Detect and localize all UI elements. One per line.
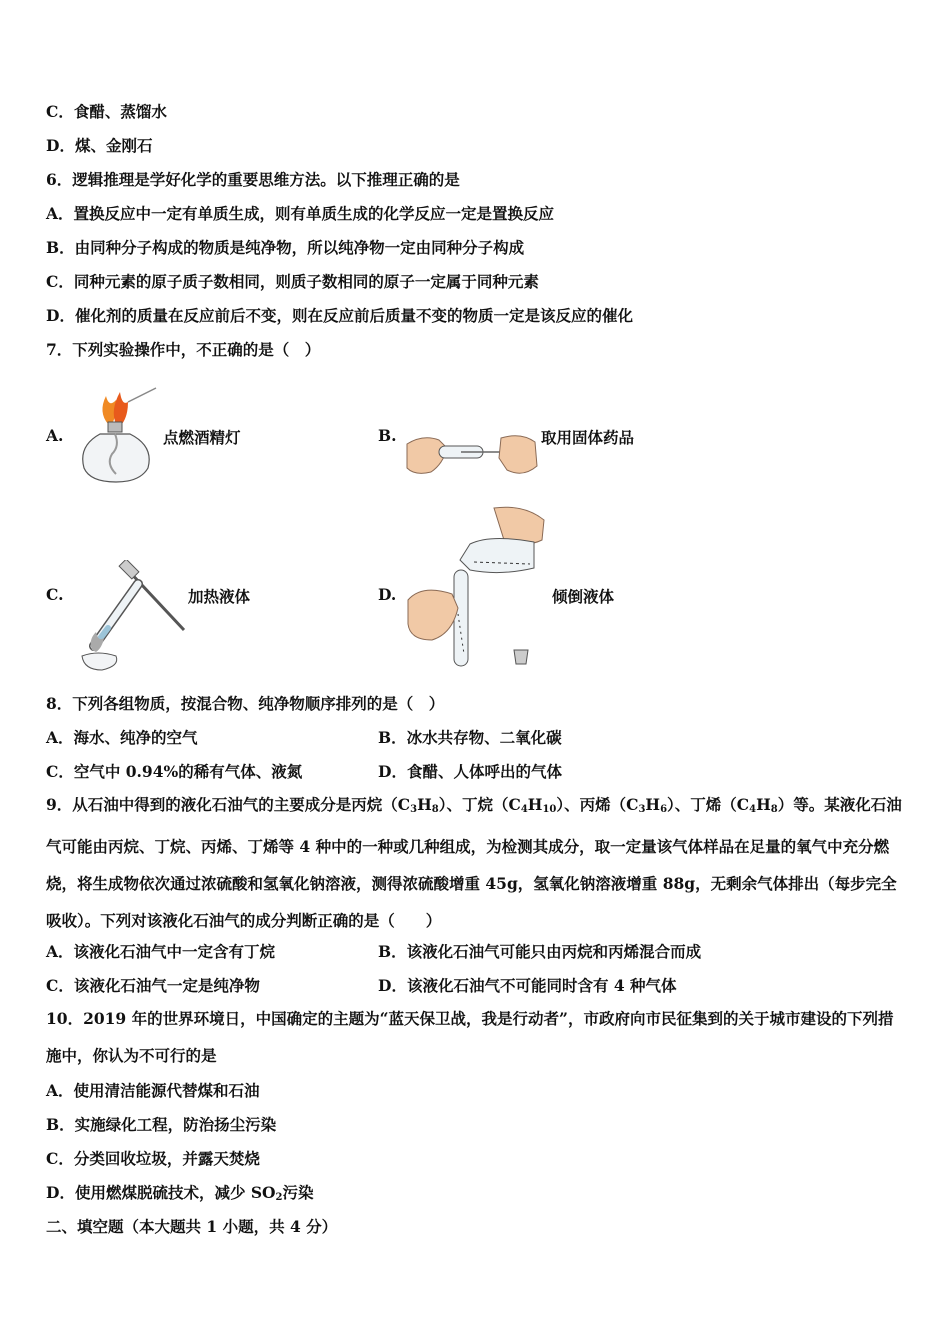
q8-stem: 8．下列各组物质，按混合物、纯净物顺序排列的是（ ） <box>46 694 445 713</box>
q7-c-caption: 加热液体 <box>188 587 251 606</box>
q6-option-b: B．由同种分子构成的物质是纯净物，所以纯净物一定由同种分子构成 <box>46 238 525 257</box>
section-heading: 二、填空题（本大题共 1 小题，共 4 分） <box>46 1217 338 1236</box>
test-tube-solid-sampling-icon <box>403 428 539 484</box>
q6-option-c: C．同种元素的原子质子数相同，则质子数相同的原子一定属于同种元素 <box>46 272 539 291</box>
q6-option-d: D．催化剂的质量在反应前后不变，则在反应前后质量不变的物质一定是该反应的催化 <box>46 306 633 325</box>
q5-option-c: C．食醋、蒸馏水 <box>46 102 167 121</box>
q7-b-caption: 取用固体药品 <box>541 428 635 447</box>
q10-option-a: A．使用清洁能源代替煤和石油 <box>46 1081 260 1100</box>
heating-liquid-icon <box>76 560 186 672</box>
q6-option-a: A．置换反应中一定有单质生成，则有单质生成的化学反应一定是置换反应 <box>46 204 555 223</box>
q10-stem: 10．2019 年的世界环境日，中国确定的主题为“蓝天保卫战，我是行动者”，市政府向市民征集到的关于城市建设的下列措施中，你认为不可行的是 <box>46 1009 894 1065</box>
q9-option-c: C．该液化石油气一定是纯净物 <box>46 976 260 995</box>
q10-option-d: D．使用燃煤脱硫技术，减少 $SO_2$污染 <box>46 1183 314 1203</box>
q7-stem: 7．下列实验操作中，不正确的是（ ） <box>46 340 321 359</box>
q8-option-b: B．冰水共存物、二氧化碳 <box>378 728 562 747</box>
q7-c-letter: C. <box>46 585 64 604</box>
q7-d-caption: 倾倒液体 <box>552 587 615 606</box>
q10-option-b: B．实施绿化工程，防治扬尘污染 <box>46 1115 277 1134</box>
q10-option-c: C．分类回收垃圾，并露天焚烧 <box>46 1149 260 1168</box>
q9-stem: 9．从石油中得到的液化石油气的主要成分是丙烷$(C_3H_8)$、丁烷$(C_4H_{10})$、丙烯$(C_3H_6)$、丁烯$(C_4H_8)$等。某液化石油气可能由丙烷、丁烷、丙烯、丁烯等 4 种中的一种或几种组成，为检测其成分，取一定量该气体样品在足量的氧气中充分燃烧，将生成物依次通过浓硫酸和氢氧化钠溶液，测得浓硫酸增重 45g，氢氧化钠溶液增重 88g，无剩余气体排出（每步完全吸收）。下列对该液化石油气的成分判断正确的是（ ） <box>46 795 902 930</box>
q6-stem: 6．逻辑推理是学好化学的重要思维方法。以下推理正确的是 <box>46 170 460 189</box>
q5-option-d: D．煤、金刚石 <box>46 136 153 155</box>
q9-option-a: A．该液化石油气中一定含有丁烷 <box>46 942 276 961</box>
q8-option-c: C．空气中 0.94%的稀有气体、液氮 <box>46 762 303 781</box>
q7-d-letter: D. <box>378 585 397 604</box>
alcohol-lamp-lighting-icon <box>76 382 160 484</box>
q7-b-letter: B. <box>378 426 397 445</box>
q7-a-caption: 点燃酒精灯 <box>163 428 241 447</box>
q9-option-d: D．该液化石油气不可能同时含有 4 种气体 <box>378 976 677 995</box>
q8-option-a: A．海水、纯净的空气 <box>46 728 198 747</box>
pouring-liquid-icon <box>404 504 550 670</box>
q8-option-d: D．食醋、人体呼出的气体 <box>378 762 562 781</box>
q7-a-letter: A. <box>46 426 64 445</box>
q9-option-b: B．该液化石油气可能只由丙烷和丙烯混合而成 <box>378 942 702 961</box>
